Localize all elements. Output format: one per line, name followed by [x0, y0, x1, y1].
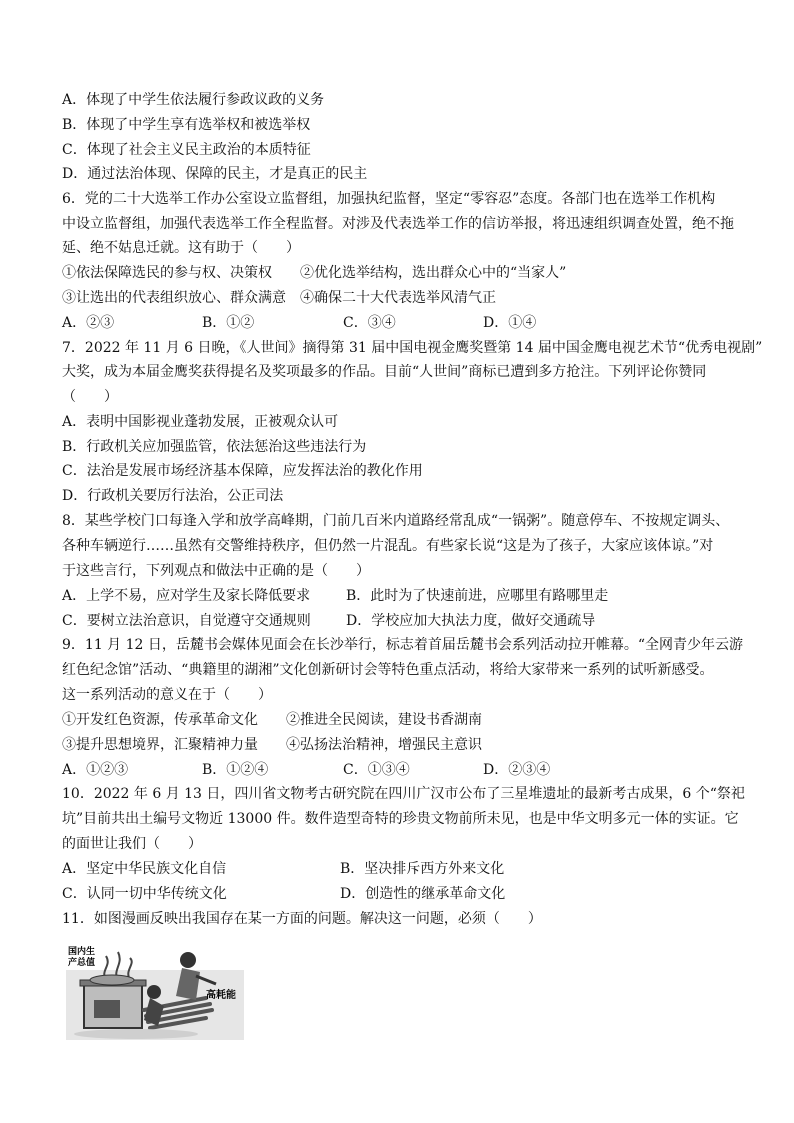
- q5-option-b: B．体现了中学生享有选举权和被选举权: [62, 117, 311, 133]
- q5-option-d: D．通过法治体现、保障的民主，才是真正的民主: [62, 166, 368, 182]
- cartoon-label-top-line1: 国内生: [68, 946, 96, 956]
- q8-option-c: C．要树立法治意识，自觉遵守交通规则: [62, 613, 311, 629]
- q7-option-a: A．表明中国影视业蓬勃发展，正被观众认可: [62, 414, 339, 430]
- ground-shadow: [74, 1029, 198, 1039]
- q8-stem-line: 于这些言行，下列观点和做法中正确的是（ ）: [62, 563, 370, 579]
- q7-option-d: D．行政机关要厉行法治，公正司法: [62, 488, 284, 504]
- q9-choice-b: B．①②④: [202, 762, 269, 778]
- q10-stem-line: 的面世让我们（ ）: [62, 836, 202, 852]
- q8-option-d: D．学校应加大执法力度，做好交通疏导: [346, 613, 596, 629]
- stove-opening: [94, 1000, 120, 1018]
- q9-statement-line: ①开发红色资源，传承革命文化 ②推进全民阅读，建设书香湖南: [62, 712, 482, 728]
- q9-stem-line: 9．11 月 12 日，岳麓书会媒体见面会在长沙举行，标志着首届岳麓书会系列活动拉开帷幕。“全网青少年云游: [62, 637, 744, 653]
- q10-option-a: A．坚定中华民族文化自信: [62, 861, 227, 877]
- cartoon-label-right: 高耗能: [206, 990, 236, 1001]
- q7-option-b: B．行政机关应加强监管，依法惩治这些违法行为: [62, 439, 367, 455]
- q10-stem-line: 坑”目前共出土编号文物近 13000 件。数件造型奇特的珍贵文物前所未见，也是中华文明多元一体的实证。它: [62, 811, 739, 827]
- person-head: [180, 952, 196, 968]
- cartoon-drawing: [66, 940, 244, 1040]
- q7-stem-line: 7．2022 年 11 月 6 日晚，《人世间》摘得第 31 届中国电视金鹰奖暨第 14 届中国金鹰电视艺术节“优秀电视剧”: [62, 340, 763, 356]
- q8-option-b: B．此时为了快速前进，应哪里有路哪里走: [346, 588, 609, 604]
- cartoon-label-top-line2: 产总值: [68, 957, 96, 967]
- q8-stem-line: 各种车辆逆行……虽然有交警维持秩序，但仍然一片混乱。有些家长说“这是为了孩子，大家应该体谅。”对: [62, 538, 714, 554]
- q6-statement-line: ③让选出的代表组织放心、群众满意 ④确保二十大代表选举风清气正: [62, 290, 496, 306]
- q9-statement-line: ③提升思想境界，汇聚精神力量 ④弘扬法治精神，增强民主意识: [62, 737, 482, 753]
- q10-option-d: D．创造性的继承革命文化: [340, 886, 506, 902]
- q9-choice-c: C．①③④: [343, 762, 410, 778]
- q6-statement-line: ①依法保障选民的参与权、决策权 ②优化选举结构，选出群众心中的“当家人”: [62, 265, 567, 281]
- q6-stem-line: 中设立监督组，加强代表选举工作全程监督。对涉及代表选举工作的信访举报，将迅速组织调查处置，绝不拖: [62, 216, 734, 232]
- q10-stem-line: 10．2022 年 6 月 13 日，四川省文物考古研究院在四川广汉市公布了三星堆遗址的最新考古成果，6 个“祭祀: [62, 786, 745, 802]
- q6-choice-d: D．①④: [483, 315, 537, 331]
- q6-choice-c: C．③④: [343, 315, 396, 331]
- q6-stem-line: 6．党的二十大选举工作办公室设立监督组，加强执纪监督，坚定“零容忍”态度。各部门也在选举工作机构: [62, 191, 716, 207]
- q5-option-c: C．体现了社会主义民主政治的本质特征: [62, 142, 311, 158]
- q11-stem-line: 11．如图漫画反映出我国存在某一方面的问题。解决这一问题，必须（ ）: [62, 911, 542, 927]
- q6-choice-b: B．①②: [202, 315, 255, 331]
- person-head: [147, 985, 161, 999]
- q10-option-b: B．坚决排斥西方外来文化: [340, 861, 505, 877]
- q9-stem-line: 这一系列活动的意义在于（ ）: [62, 687, 272, 703]
- q9-stem-line: 红色纪念馆”活动、“典籍里的湖湘”文化创新研讨会等特色重点活动，将给大家带来一系列的试听新感受。: [62, 662, 714, 678]
- q7-stem-line: （ ）: [62, 389, 118, 405]
- q9-choice-d: D．②③④: [483, 762, 551, 778]
- q9-choice-a: A．①②③: [62, 762, 129, 778]
- q8-option-a: A．上学不易，应对学生及家长降低要求: [62, 588, 311, 604]
- q7-option-c: C．法治是发展市场经济基本保障，应发挥法治的教化作用: [62, 463, 423, 479]
- q6-choice-a: A．②③: [62, 315, 115, 331]
- q8-stem-line: 8．某些学校门口每逢入学和放学高峰期，门前几百米内道路经常乱成“一锅粥”。随意停车、不按规定调头、: [62, 513, 730, 529]
- q10-option-c: C．认同一切中华传统文化: [62, 886, 227, 902]
- q6-stem-line: 延、绝不姑息迁就。这有助于（ ）: [62, 240, 300, 256]
- q5-option-a: A．体现了中学生依法履行参政议政的义务: [62, 92, 325, 108]
- q7-stem-line: 大奖，成为本届金鹰奖获得提名及奖项最多的作品。目前“人世间”商标已遭到多方抢注。下列评论你赞同: [62, 364, 707, 380]
- q11-cartoon: [66, 940, 244, 1040]
- pot-shape: [90, 975, 134, 985]
